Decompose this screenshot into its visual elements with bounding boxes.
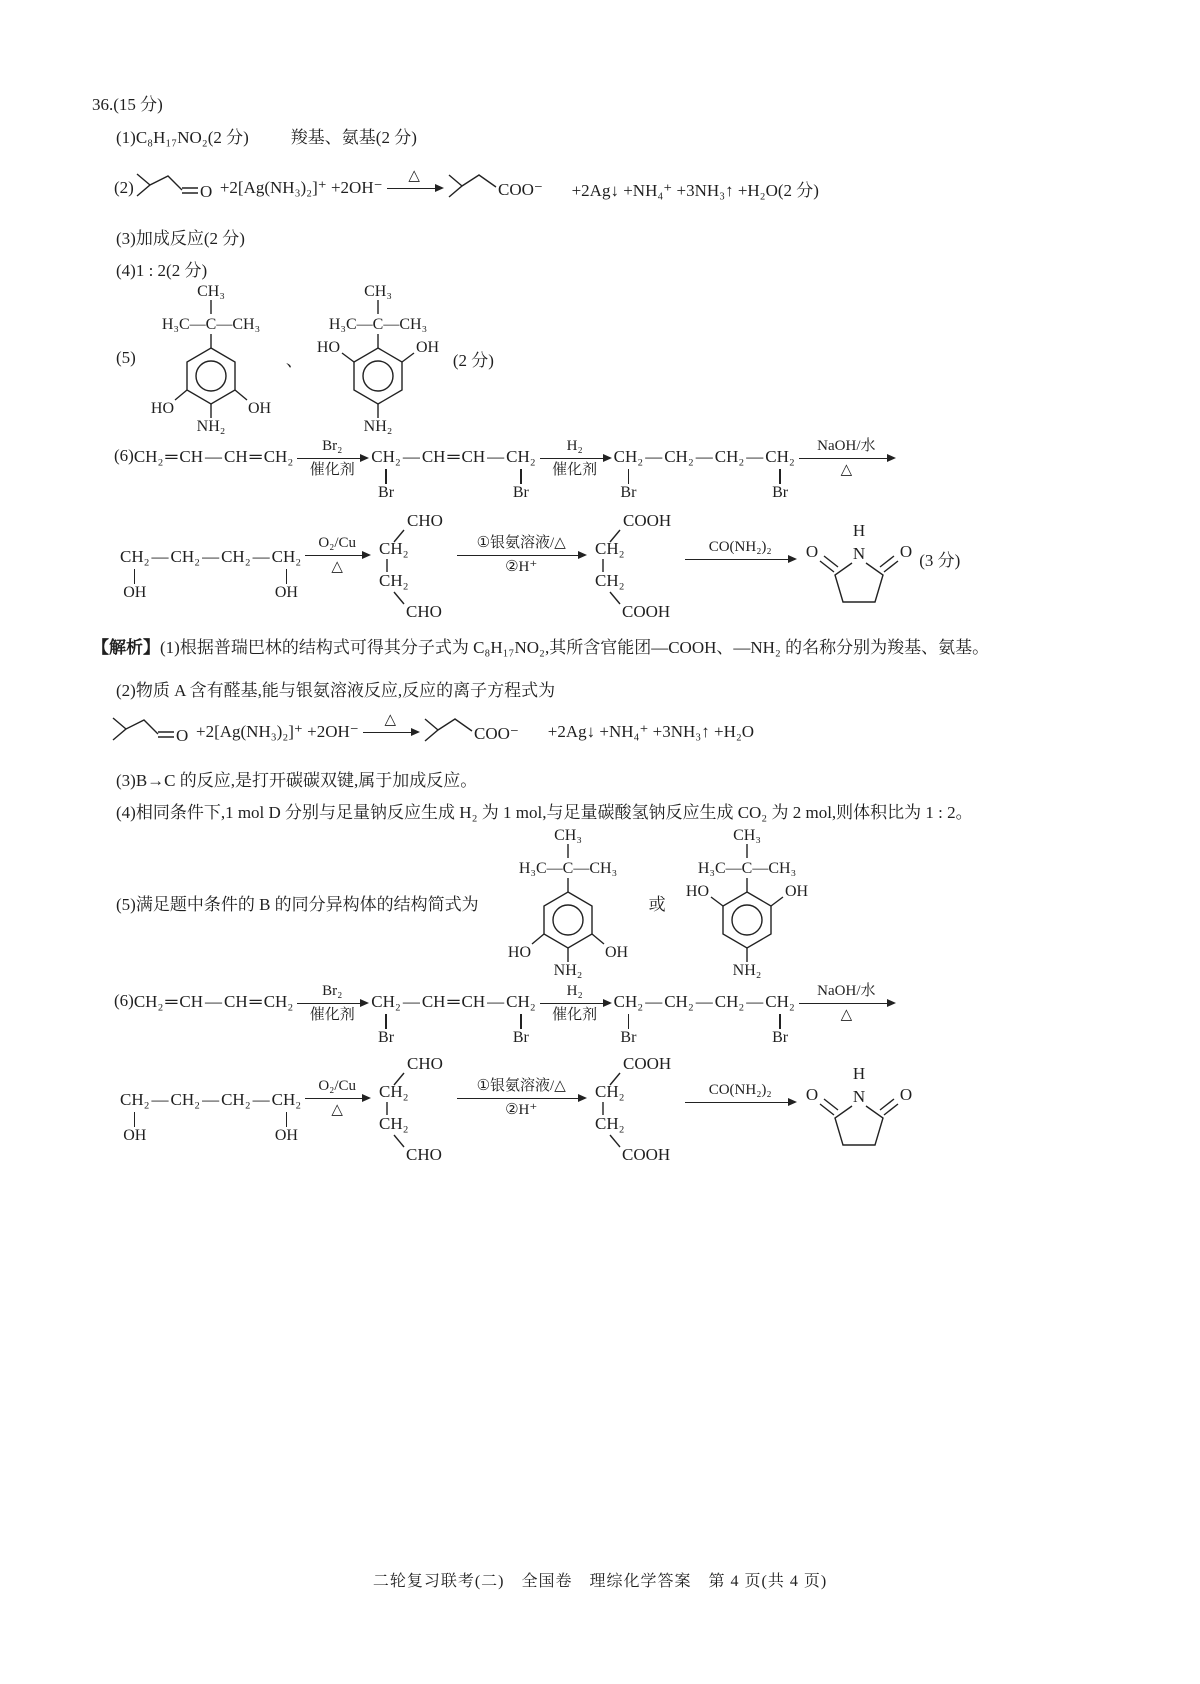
chain-unit-label: CH₂ — [221, 1090, 251, 1109]
chain-unit-label: CH₂ — [506, 447, 536, 466]
chain-unit — [264, 446, 294, 468]
answer-4: (4)1 : 2(2 分) — [116, 261, 208, 280]
chain-unit-label: CH₂ — [221, 547, 251, 566]
chain-unit — [224, 446, 248, 468]
substituent-label: Br — [620, 1029, 637, 1046]
label-o-left: O — [806, 542, 819, 561]
chain-unit — [765, 446, 795, 502]
reaction-arrow-delta — [363, 711, 418, 753]
vertical-bond — [628, 469, 629, 484]
molecule-benzene-isomer-1 — [136, 282, 286, 434]
chain-unit — [461, 991, 485, 1013]
chain-unit — [461, 446, 485, 468]
chain-unit — [371, 446, 401, 502]
molecule-imide-ring — [799, 522, 919, 614]
label-ch2: CH₂ — [379, 1082, 409, 1101]
bond: — — [645, 447, 663, 466]
label-ch2: CH₂ — [595, 1082, 625, 1101]
analysis-equation — [110, 704, 754, 760]
label-oh: OH — [784, 883, 808, 900]
chain-unit-label: CH₂ — [133, 992, 164, 1011]
footer-text: 二轮复习联考(二) 全国卷 理综化学答案 第 4 页(共 4 页) — [372, 1573, 828, 1590]
chain-unit-label: CH₂ — [271, 1090, 302, 1109]
arrow-label-top: O₂/Cu — [318, 535, 357, 551]
chain-unit-label: CH — [461, 447, 486, 466]
reaction-arrow-urea — [685, 538, 795, 580]
label-ho: HO — [150, 400, 174, 417]
reaction-arrow-br2 — [297, 982, 367, 1024]
chain-unit-label: CH₂ — [714, 447, 745, 466]
substituent — [513, 468, 529, 502]
arrow-label-top: H₂ — [566, 983, 583, 999]
chain-unit-label: CH — [179, 992, 204, 1011]
label-ch2: CH₂ — [379, 1114, 409, 1133]
arrow-line — [297, 458, 367, 459]
arrow-label-top: Br₂ — [322, 983, 343, 999]
analysis-p3: (3)B→C 的反应,是打开碳碳双键,属于加成反应。 — [116, 771, 478, 790]
chain-unit-label: CH₂ — [371, 447, 401, 466]
equation-reagents: +2[Ag(NH₃)₂]⁺ +2OH⁻ — [196, 722, 359, 741]
arrow-line — [457, 1098, 585, 1099]
substituent-label: Br — [378, 1029, 395, 1046]
bond: — — [487, 992, 505, 1011]
bond: — — [402, 447, 420, 466]
molecule-carboxylate-skeletal — [422, 709, 548, 755]
reaction-arrow-h2 — [540, 437, 610, 479]
label-cho-bottom: CHO — [406, 602, 443, 621]
answer-line-3 — [116, 224, 245, 249]
molecule-dibromobutene — [371, 991, 535, 1047]
answer-1-formula: (1)C₈H₁₇NO₂(2 分) — [116, 128, 249, 147]
arrow-label-top: ①银氨溶液/△ — [476, 1078, 566, 1094]
chain-unit — [272, 546, 302, 602]
chain-unit — [221, 1089, 251, 1111]
substituent-label: OH — [123, 1127, 147, 1144]
label-cooh-top: COOH — [623, 512, 672, 530]
molecule-aldehyde-skeletal — [110, 710, 196, 754]
analysis-line-1 — [92, 633, 989, 658]
answer-line-5-structures — [116, 282, 494, 434]
vertical-bond — [779, 1014, 780, 1029]
vertical-bond — [520, 469, 521, 484]
chain-unit — [179, 991, 203, 1013]
chain-unit-label: CH — [421, 447, 446, 466]
chain-unit — [715, 446, 745, 468]
label-ch3: CH₃ — [363, 283, 392, 300]
bond: ═ — [165, 447, 178, 466]
reaction-arrow-tollens — [457, 534, 585, 576]
analysis-6-prefix: (6) — [114, 991, 134, 1010]
substituent — [378, 468, 394, 502]
bond: — — [746, 447, 764, 466]
chain-unit — [171, 1089, 201, 1111]
substituent — [378, 1013, 394, 1047]
answer-3: (3)加成反应(2 分) — [116, 229, 245, 248]
chain-unit — [614, 991, 644, 1047]
analysis-line-2 — [116, 676, 555, 701]
chain-unit-label: CH₂ — [271, 547, 302, 566]
chain-unit-label: CH₂ — [170, 547, 201, 566]
arrow-line — [297, 1003, 367, 1004]
bond: — — [252, 1090, 270, 1109]
chain-unit-label: CH — [421, 992, 446, 1011]
chain-unit-label: CH₂ — [263, 992, 294, 1011]
vertical-bond — [385, 1014, 386, 1029]
label-cho-top: CHO — [407, 512, 444, 530]
label-cooh-top: COOH — [623, 1055, 672, 1073]
chain-unit-label: CH — [461, 992, 486, 1011]
substituent — [275, 1111, 298, 1145]
analysis-5-or: 或 — [648, 894, 666, 914]
arrow-line — [305, 1098, 369, 1099]
substituent-label: Br — [512, 1029, 529, 1046]
substituent — [513, 1013, 529, 1047]
chain-unit — [171, 546, 201, 568]
chain-unit-label: CH₂ — [120, 547, 150, 566]
arrow-label-top: CO(NH₂)₂ — [708, 539, 772, 555]
arrow-line — [457, 555, 585, 556]
chain-unit — [371, 991, 401, 1047]
chain-unit — [715, 991, 745, 1013]
question-number-line — [92, 90, 163, 115]
label-ch2: CH₂ — [379, 571, 409, 590]
analysis-line-6-row1 — [114, 982, 898, 1047]
vertical-bond — [286, 1112, 287, 1127]
label-ho: HO — [507, 944, 531, 961]
chain-unit — [765, 991, 795, 1047]
molecule-carboxylate-skeletal — [446, 165, 572, 211]
molecule-diacid-vertical — [589, 1055, 681, 1167]
label-tbutyl: H₃C—C—CH₃ — [328, 316, 427, 333]
chain-unit — [134, 446, 164, 468]
bond: ═ — [447, 992, 460, 1011]
molecule-butadiene — [134, 991, 293, 1013]
arrow-label-top: H₂ — [566, 438, 583, 454]
substituent — [275, 568, 298, 602]
substituent — [620, 1013, 636, 1047]
chain-unit-label: CH₂ — [506, 992, 536, 1011]
label-o-right: O — [900, 1085, 913, 1104]
chain-unit — [664, 991, 694, 1013]
label-ch3: CH₃ — [553, 827, 582, 844]
answer-line-6-row2 — [120, 512, 960, 624]
label-n: N — [853, 544, 866, 563]
arrow-label-top: Br₂ — [322, 438, 343, 454]
reaction-arrow-urea — [685, 1081, 795, 1123]
chain-unit — [179, 446, 203, 468]
molecule-diacid-vertical — [589, 512, 681, 624]
label-cooh-bottom: COOH — [622, 1145, 671, 1164]
chain-unit-label: CH — [179, 447, 204, 466]
bond: — — [695, 447, 713, 466]
arrow-label-bottom: ②H⁺ — [505, 559, 538, 575]
bond: — — [695, 992, 713, 1011]
arrow-label-top: NaOH/水 — [817, 983, 876, 999]
bond: — — [205, 447, 223, 466]
bond: — — [151, 547, 169, 566]
arrow-line — [799, 1003, 894, 1004]
label-oxygen: O — [199, 182, 213, 201]
substituent — [772, 468, 788, 502]
answer-6-prefix: (6) — [114, 446, 134, 465]
answer-5-prefix: (5) — [116, 348, 136, 367]
molecule-butanediol — [120, 546, 301, 602]
bond: — — [645, 992, 663, 1011]
answer-line-4 — [116, 256, 207, 281]
arrow-label-bottom: 催化剂 — [309, 462, 355, 478]
chain-unit-label: CH₂ — [613, 447, 644, 466]
molecule-benzene-isomer-2 — [303, 282, 453, 434]
vertical-bond — [134, 1112, 135, 1127]
label-tbutyl: H₃C—C—CH₃ — [161, 316, 260, 333]
arrow-label-bottom: △ — [331, 559, 343, 575]
label-ch2: CH₂ — [379, 539, 409, 558]
answer-1-groups: 羧基、氨基(2 分) — [290, 128, 417, 147]
arrow-line — [363, 732, 418, 733]
label-ch2: CH₂ — [595, 1114, 625, 1133]
analysis-p4: (4)相同条件下,1 mol D 分别与足量钠反应生成 H₂ 为 1 mol,与足量碳酸氢钠反应生成 CO₂ 为 2 mol,则体积比为 1 : 2。 — [116, 803, 973, 822]
chain-unit — [120, 1089, 150, 1145]
arrow-line — [540, 1003, 610, 1004]
analysis-line-6-row2 — [120, 1055, 919, 1167]
bond: — — [202, 547, 220, 566]
molecule-dibromobutane — [614, 446, 795, 502]
substituent-label: OH — [274, 1127, 298, 1144]
question-number: 36.(15 分) — [92, 95, 163, 114]
reaction-arrow-naoh — [799, 437, 894, 479]
substituent — [123, 1111, 146, 1145]
chain-unit-label: CH — [224, 447, 248, 466]
chain-unit — [664, 446, 694, 468]
label-o-left: O — [806, 1085, 819, 1104]
chain-unit — [506, 446, 536, 502]
chain-unit-label: CH₂ — [765, 992, 795, 1011]
molecule-dibromobutene — [371, 446, 535, 502]
chain-unit-label: CH₂ — [664, 992, 694, 1011]
equation-products: +2Ag↓ +NH₄⁺ +3NH₃↑ +H₂O(2 分) — [571, 180, 819, 200]
analysis-line-5-structures — [116, 826, 822, 978]
label-cho-bottom: CHO — [406, 1145, 443, 1164]
chain-unit-label: CH₂ — [613, 992, 644, 1011]
answer-2-prefix: (2) — [114, 178, 134, 197]
chain-unit — [506, 991, 536, 1047]
substituent — [772, 1013, 788, 1047]
substituent — [620, 468, 636, 502]
substituent-label: OH — [274, 584, 298, 601]
substituent-label: Br — [620, 484, 637, 501]
reaction-arrow-delta — [387, 167, 442, 209]
label-nh2: NH₂ — [363, 418, 393, 434]
chain-unit-label: CH₂ — [371, 992, 401, 1011]
answer-5-separator: 、 — [285, 350, 303, 370]
chain-unit — [221, 546, 251, 568]
bond: — — [151, 1090, 169, 1109]
bond: — — [252, 547, 270, 566]
arrow-label-bottom: 催化剂 — [552, 1007, 598, 1023]
label-o-right: O — [900, 542, 913, 561]
label-oxygen: O — [176, 726, 189, 745]
chain-unit-label: CH₂ — [133, 447, 164, 466]
arrow-line — [305, 555, 369, 556]
chain-unit — [422, 991, 446, 1013]
substituent-label: Br — [378, 484, 395, 501]
bond: — — [402, 992, 420, 1011]
chain-unit-label: CH₂ — [120, 1090, 150, 1109]
label-oh: OH — [604, 944, 628, 961]
label-carboxylate: COO⁻ — [497, 180, 543, 199]
label-ch2: CH₂ — [595, 539, 625, 558]
reaction-arrow-tollens — [457, 1077, 585, 1119]
chain-unit — [422, 446, 446, 468]
label-tbutyl: H₃C—C—CH₃ — [518, 860, 617, 877]
chain-unit — [264, 991, 294, 1013]
analysis-p1: (1)根据普瑞巴林的结构式可得其分子式为 C₈H₁₇NO₂,其所含官能团—COOH、—NH₂ 的名称分别为羧基、氨基。 — [160, 638, 990, 657]
label-ho: HO — [685, 883, 709, 900]
arrow-line — [387, 188, 442, 189]
analysis-p5: (5)满足题中条件的 B 的同分异构体的结构简式为 — [116, 894, 479, 914]
vertical-bond — [134, 569, 135, 584]
label-h: H — [853, 1065, 866, 1083]
substituent — [123, 568, 146, 602]
analysis-line-3 — [116, 766, 477, 791]
bond: — — [205, 992, 223, 1011]
arrow-line — [685, 1102, 795, 1103]
equation-reagents: +2[Ag(NH₃)₂]⁺ +2OH⁻ — [219, 178, 383, 197]
molecule-butanediol — [120, 1089, 301, 1145]
arrow-label-bottom: 催化剂 — [309, 1007, 355, 1023]
chain-unit — [134, 991, 164, 1013]
molecule-dibromobutane — [614, 991, 795, 1047]
molecule-benzene-isomer-2 — [672, 826, 822, 978]
bond: ═ — [447, 447, 460, 466]
analysis-p2: (2)物质 A 含有醛基,能与银氨溶液反应,反应的离子方程式为 — [116, 681, 556, 700]
label-nh2: NH₂ — [196, 418, 226, 434]
label-carboxylate: COO⁻ — [473, 724, 519, 743]
arrow-label-bottom: △ — [840, 1007, 853, 1023]
arrow-label-bottom: △ — [840, 462, 853, 478]
arrow-label-top: ①银氨溶液/△ — [476, 535, 566, 551]
answer-5-score: (2 分) — [452, 350, 494, 370]
arrow-label-top: △ — [384, 712, 397, 728]
label-ho: HO — [316, 339, 340, 356]
reaction-arrow-naoh — [799, 982, 894, 1024]
label-cooh-bottom: COOH — [622, 602, 671, 621]
molecule-dialdehyde-vertical — [373, 1055, 453, 1167]
analysis-line-4 — [116, 798, 973, 823]
bond: — — [746, 992, 764, 1011]
arrow-label-bottom: △ — [331, 1102, 343, 1118]
chain-unit — [272, 1089, 302, 1145]
arrow-line — [799, 458, 894, 459]
substituent-label: Br — [772, 484, 789, 501]
vertical-bond — [779, 469, 780, 484]
arrow-label-top: CO(NH₂)₂ — [708, 1082, 772, 1098]
molecule-dialdehyde-vertical — [373, 512, 453, 624]
chain-unit-label: CH₂ — [664, 447, 694, 466]
label-oh: OH — [247, 400, 271, 417]
reaction-arrow-h2 — [540, 982, 610, 1024]
molecule-benzene-isomer-1 — [493, 826, 643, 978]
vertical-bond — [385, 469, 386, 484]
label-ch3: CH₃ — [196, 283, 225, 300]
analysis-tag: 【解析】 — [92, 638, 160, 657]
vertical-bond — [628, 1014, 629, 1029]
arrow-line — [685, 559, 795, 560]
molecule-imide-ring — [799, 1065, 919, 1157]
chain-unit-label: CH₂ — [765, 447, 795, 466]
arrow-label-top: O₂/Cu — [318, 1078, 357, 1094]
label-h: H — [853, 522, 866, 540]
arrow-label-top: NaOH/水 — [817, 438, 876, 454]
answer-line-6-row1 — [114, 437, 898, 502]
equation-products: +2Ag↓ +NH₄⁺ +3NH₃↑ +H₂O — [547, 722, 755, 741]
label-nh2: NH₂ — [732, 962, 762, 978]
bond: — — [487, 447, 505, 466]
label-n: N — [853, 1087, 866, 1106]
molecule-butadiene — [134, 446, 293, 468]
label-cho-top: CHO — [407, 1055, 444, 1073]
chain-unit — [614, 446, 644, 502]
bond: — — [202, 1090, 220, 1109]
label-ch3: CH₃ — [732, 827, 761, 844]
label-nh2: NH₂ — [553, 962, 583, 978]
label-ch2: CH₂ — [595, 571, 625, 590]
substituent-label: OH — [123, 584, 147, 601]
arrow-line — [540, 458, 610, 459]
bond: ═ — [165, 992, 178, 1011]
molecule-aldehyde-skeletal — [134, 166, 220, 210]
chain-unit — [224, 991, 248, 1013]
substituent-label: Br — [772, 1029, 789, 1046]
reaction-arrow-o2cu — [305, 534, 369, 576]
arrow-label-bottom: 催化剂 — [552, 462, 598, 478]
chain-unit-label: CH₂ — [263, 447, 294, 466]
answer-line-1 — [116, 123, 417, 148]
reaction-arrow-br2 — [297, 437, 367, 479]
label-oh: OH — [415, 339, 439, 356]
bond: ═ — [249, 992, 262, 1011]
chain-unit-label: CH — [224, 992, 248, 1011]
page-footer — [0, 1568, 1200, 1591]
arrow-label-bottom: ②H⁺ — [505, 1102, 538, 1118]
answer-line-2-equation — [114, 160, 819, 216]
vertical-bond — [520, 1014, 521, 1029]
answer-6-score: (3 分) — [919, 551, 961, 570]
substituent-label: Br — [512, 484, 529, 501]
label-tbutyl: H₃C—C—CH₃ — [697, 860, 796, 877]
chain-unit-label: CH₂ — [714, 992, 745, 1011]
reaction-arrow-o2cu — [305, 1077, 369, 1119]
bond: ═ — [249, 447, 262, 466]
arrow-label-top: △ — [408, 168, 420, 184]
chain-unit — [120, 546, 150, 602]
vertical-bond — [286, 569, 287, 584]
chain-unit-label: CH₂ — [170, 1090, 201, 1109]
